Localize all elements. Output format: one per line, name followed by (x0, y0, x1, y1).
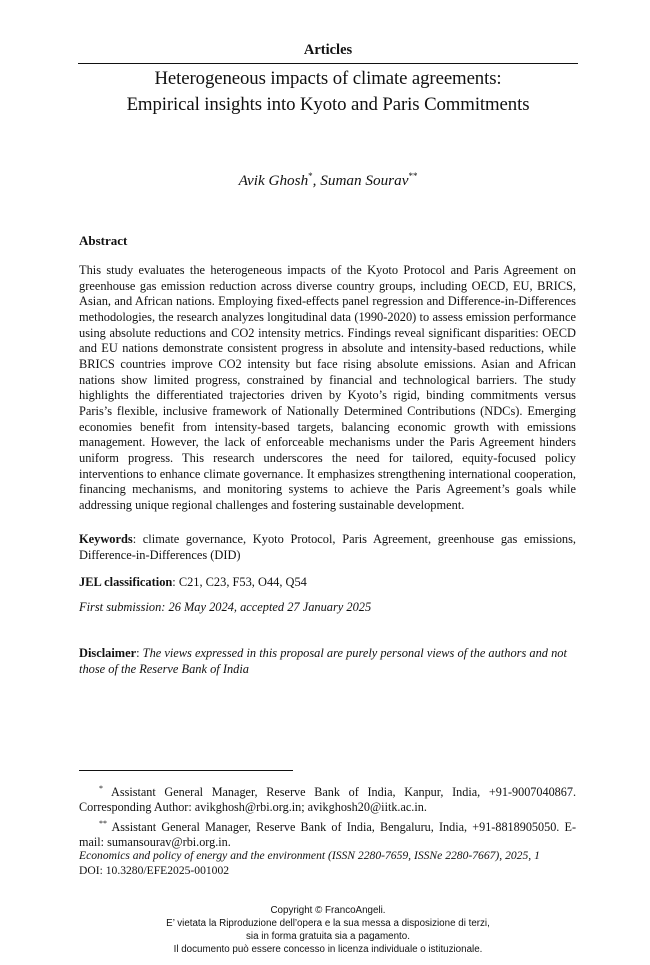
journal-info (79, 849, 576, 878)
doi: DOI: 10.3280/EFE2025-001002 (79, 863, 230, 877)
author-separator: , (312, 172, 321, 189)
paper-title (78, 66, 578, 118)
abstract-text: This study evaluates the heterogeneous impacts of the Kyoto Protocol and Paris Agreement on greenhouse gas emission reduction across diverse country groups, including OECD, EU, BRICS, Asian, and African nations. Employing fixed-effects panel regression and Difference-in-Differences methodologies, the research analyzes longitudinal data (1990-2020) to assess emission performance using absolute reductions and CO2 intensity metrics. Findings reveal significant disparities: OECD and EU nations demonstrate consistent progress in absolute and intensity-based reductions, while BRICS countries improve CO2 intensity but face rising absolute emissions. Asian and African nations show limited progress, constrained by financial and technological barriers. The study highlights the differentiated trajectories driven by Kyoto’s rigid, binding commitments versus Paris’s flexible, inclusive framework of Nationally Determined Contributions (NDCs). Emerging economies benefit from intensity-based targets, balancing economic growth with emissions management. However, the lack of enforceable mechanisms under the Paris Agreement hinders uniform progress. This research underscores the need for tailored, equity-focused policy interventions to enhance climate governance. It emphasizes strengthening international cooperation, financing mechanisms, and monitoring systems to achieve the Paris Agreement’s goals while addressing unique regional challenges and fostering sustainable development. (79, 263, 576, 512)
copyright-line: Il documento può essere concesso in licenza individuale o istituzionale. (173, 944, 483, 956)
disclaimer-text: The views expressed in this proposal are purely personal views of the authors and not those of the Reserve Bank of India (79, 646, 567, 676)
jel-classification (79, 575, 576, 590)
keywords-text: : climate governance, Kyoto Protocol, Paris Agreement, greenhouse gas emissions, Difference-in-Differences (DID) (79, 532, 576, 562)
jel-label: JEL classification (79, 575, 173, 589)
footnote-1 (79, 781, 576, 816)
header-rule (78, 63, 578, 64)
footnote-mark: * (308, 171, 313, 181)
footnote-2-text: Assistant General Manager, Reserve Bank of India, Bengaluru, India, +91-8818905050. E-mail: sumansourav@rbi.org.in. (79, 819, 576, 849)
title-line-2: Empirical insights into Kyoto and Paris Commitments (126, 94, 530, 115)
footnote-2 (79, 816, 576, 851)
abstract-heading: Abstract (79, 233, 128, 248)
author-name: Suman Sourav (320, 172, 409, 189)
disclaimer-label: Disclaimer (79, 646, 137, 660)
copyright-line: sia in forma gratuita sia a pagamento. (246, 931, 410, 943)
footnotes (79, 781, 576, 850)
footnote-rule (79, 770, 293, 771)
copyright-notice (78, 904, 578, 956)
author-name: Avik Ghosh (238, 172, 309, 189)
disclaimer-separator: : (136, 646, 143, 660)
submission-dates: First submission: 26 May 2024, accepted 27 January 2025 (79, 600, 372, 614)
author-list (78, 171, 578, 190)
copyright-line: Copyright © FrancoAngeli. (270, 905, 386, 916)
footnote-mark: * (99, 784, 103, 793)
footnote-mark: ** (99, 818, 107, 828)
copyright-line: E’ vietata la Riproduzione dell’opera e la sua messa a disposizione di terzi, (166, 918, 490, 930)
keywords-label: Keywords (79, 532, 133, 546)
disclaimer (79, 646, 576, 677)
footnote-1-text: Assistant General Manager, Reserve Bank of India, Kanpur, India, +91-9007040867. Corresponding Author: avikghosh@rbi.org.in; avikghosh20@iitk.ac.in. (79, 785, 576, 815)
title-line-1: Heterogeneous impacts of climate agreements: (154, 68, 502, 89)
keywords (79, 532, 576, 563)
journal-citation: Economics and policy of energy and the environment (ISSN 2280-7659, ISSNe 2280-7667), 2025, 1 (79, 849, 540, 862)
jel-codes: : C21, C23, F53, O44, Q54 (172, 575, 307, 589)
section-label: Articles (303, 42, 353, 58)
footnote-mark: ** (408, 171, 418, 181)
